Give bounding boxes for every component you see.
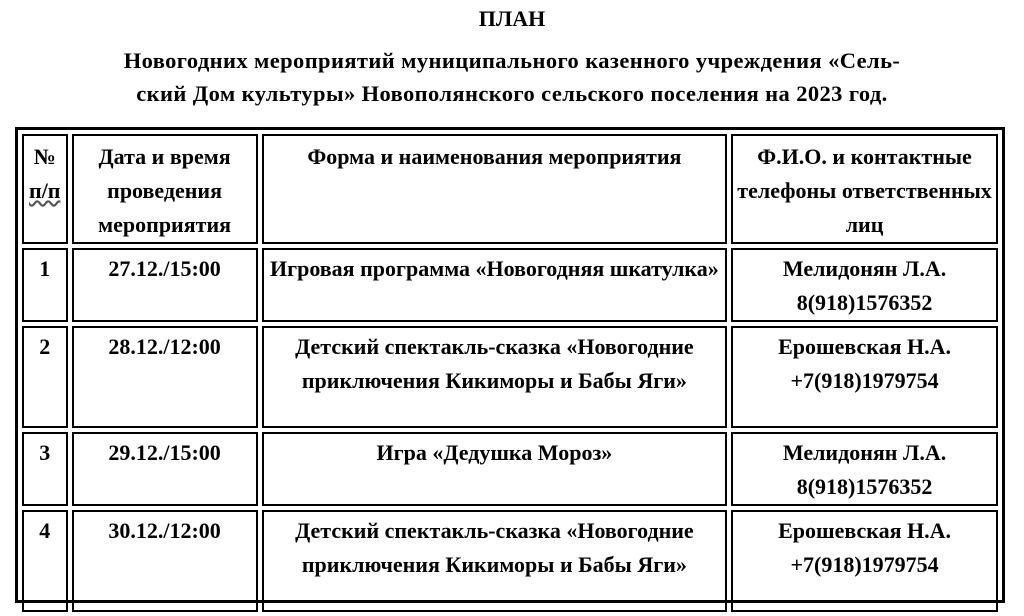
row-num: 4 [22,510,68,612]
row-event: Детский спектакль-сказка «Новогодние приключения Кикиморы и Бабы Яги» [262,510,727,612]
document-subtitle [30,44,994,110]
row-contact [731,248,998,322]
row-event: Игровая программа «Новогодняя шкатулка» [262,248,727,322]
contact-name: Мелидонян Л.А. [782,256,947,281]
contact-phone: +7(918)1979754 [790,552,939,577]
subtitle-line-1: Новогодних мероприятий муниципального казенного учреждения «Сель- [123,48,901,73]
row-date: 29.12./15:00 [72,432,258,506]
table-row [22,326,998,428]
header-num-symbol: № [33,144,56,169]
table-header-row [22,134,998,244]
subtitle-line-2: ский Дом культуры» Новополянского сельского поселения на 2023 год. [136,81,888,106]
table-row [22,510,998,612]
contact-phone: 8(918)1576352 [796,474,933,499]
row-contact [731,432,998,506]
table-row [22,248,998,322]
document-title: ПЛАН [478,6,546,31]
row-date: 27.12./15:00 [72,248,258,322]
header-event: Форма и наименования мероприятия [262,134,727,244]
contact-name: Ерошевская Н.А. [778,334,951,359]
row-num: 1 [22,248,68,322]
header-num-abbrev: п/п [29,178,61,203]
contact-name: Мелидонян Л.А. [782,440,947,465]
header-num [22,134,68,244]
contact-name: Ерошевская Н.А. [778,518,951,543]
header-date: Дата и время проведения мероприятия [72,134,258,244]
header-contact: Ф.И.О. и контактные телефоны ответственных лиц [731,134,998,244]
row-num: 2 [22,326,68,428]
row-date: 30.12./12:00 [72,510,258,612]
row-event: Игра «Дедушка Мороз» [262,432,727,506]
contact-phone: +7(918)1979754 [790,368,939,393]
row-date: 28.12./12:00 [72,326,258,428]
table-row [22,432,998,506]
row-contact [731,326,998,428]
row-contact [731,510,998,612]
contact-phone: 8(918)1576352 [796,290,933,315]
events-table-frame [15,127,1005,603]
events-table [18,130,1002,616]
row-num: 3 [22,432,68,506]
row-event: Детский спектакль-сказка «Новогодние приключения Кикиморы и Бабы Яги» [262,326,727,428]
